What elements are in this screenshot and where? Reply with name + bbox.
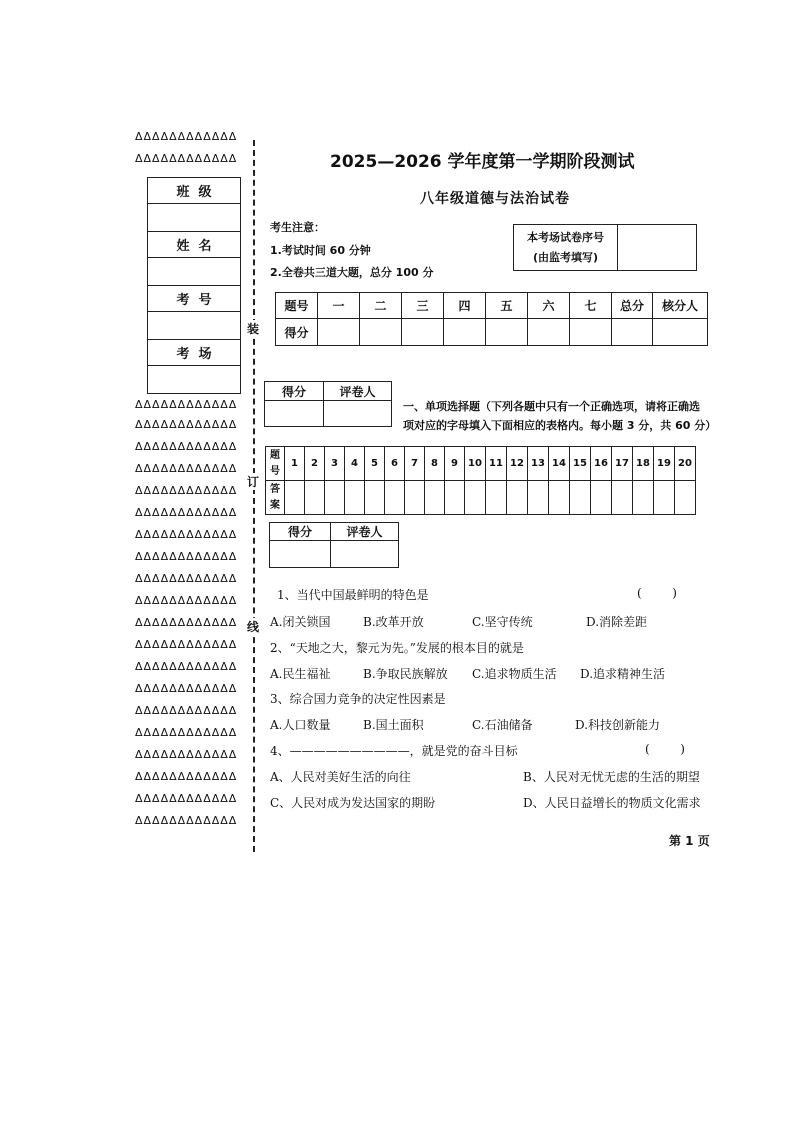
triangle-row: ΔΔΔΔΔΔΔΔΔΔΔΔ [135, 660, 238, 673]
question-number: 11 [486, 447, 507, 481]
triangle-row: ΔΔΔΔΔΔΔΔΔΔΔΔ [135, 814, 238, 827]
answer-cell[interactable] [325, 481, 345, 515]
answer-cell[interactable] [285, 481, 305, 515]
question-3-option-a[interactable]: A.人口数量 [270, 718, 331, 732]
binding-line [253, 140, 255, 852]
page-number: 第 1 页 [669, 834, 710, 848]
grader-name-label: 评卷人 [331, 523, 399, 541]
triangle-row: ΔΔΔΔΔΔΔΔΔΔΔΔ [135, 130, 238, 143]
question-2-option-a[interactable]: A.民生福祉 [270, 667, 331, 681]
question-1-answer-paren[interactable]: ( ) [637, 586, 677, 600]
name-label: 姓 名 [148, 232, 241, 258]
answer-row [266, 481, 696, 515]
question-4-option-c[interactable]: C、人民对成为发达国家的期盼 [270, 796, 436, 810]
question-1-option-c[interactable]: C.坚守传统 [472, 615, 533, 629]
answer-number-row [266, 447, 696, 481]
answer-label: 答案 [266, 481, 285, 515]
score-header: 总分 [612, 293, 653, 319]
triangle-row: ΔΔΔΔΔΔΔΔΔΔΔΔ [135, 398, 238, 411]
question-1-option-d[interactable]: D.消除差距 [586, 615, 648, 629]
score-cell[interactable] [444, 319, 486, 346]
question-number: 12 [507, 447, 528, 481]
score-table [275, 292, 708, 346]
answer-cell[interactable] [305, 481, 325, 515]
question-1-stem: 1、当代中国最鲜明的特色是 [277, 588, 429, 602]
exam-no-label: 考 号 [148, 286, 241, 312]
score-header: 三 [402, 293, 444, 319]
triangle-row: ΔΔΔΔΔΔΔΔΔΔΔΔ [135, 726, 238, 739]
question-number: 18 [633, 447, 654, 481]
answer-cell[interactable] [675, 481, 696, 515]
room-label: 考 场 [148, 340, 241, 366]
question-3-stem: 3、综合国力竞争的决定性因素是 [270, 692, 446, 706]
triangle-row: ΔΔΔΔΔΔΔΔΔΔΔΔ [135, 748, 238, 761]
question-number: 4 [345, 447, 365, 481]
triangle-row: ΔΔΔΔΔΔΔΔΔΔΔΔ [135, 550, 238, 563]
grader-name-field[interactable] [324, 401, 392, 427]
exam-no-field[interactable] [148, 312, 241, 340]
question-2-option-c[interactable]: C.追求物质生活 [472, 667, 557, 681]
exam-title: 2025—2026 学年度第一学期阶段测试 [330, 152, 635, 172]
question-number: 13 [528, 447, 549, 481]
score-cell[interactable] [402, 319, 444, 346]
question-number: 6 [385, 447, 405, 481]
triangle-row: ΔΔΔΔΔΔΔΔΔΔΔΔ [135, 462, 238, 475]
answer-cell[interactable] [345, 481, 365, 515]
notice-heading: 考生注意： [270, 221, 325, 234]
score-header: 六 [528, 293, 570, 319]
student-info-box [147, 177, 241, 394]
grader-score-label: 得分 [265, 382, 324, 401]
name-field[interactable] [148, 258, 241, 286]
answer-cell[interactable] [445, 481, 465, 515]
question-3-option-c[interactable]: C.石油储备 [472, 718, 533, 732]
section1-instruction-1: 一、单项选择题（下列各题中只有一个正确选项，请将正确选 [403, 400, 700, 413]
question-number: 15 [570, 447, 591, 481]
score-cell[interactable] [318, 319, 360, 346]
triangle-row: ΔΔΔΔΔΔΔΔΔΔΔΔ [135, 418, 238, 431]
seat-number-box [513, 224, 697, 271]
answer-cell[interactable] [465, 481, 486, 515]
seat-number-field[interactable] [618, 225, 697, 271]
score-row-label: 得分 [276, 319, 318, 346]
question-1-option-b[interactable]: B.改革开放 [363, 615, 424, 629]
question-4-answer-paren[interactable]: ( ) [645, 742, 685, 756]
notice-item-1: 1.考试时间 60 分钟 [270, 244, 371, 257]
triangle-row: ΔΔΔΔΔΔΔΔΔΔΔΔ [135, 152, 238, 165]
grader-score-field[interactable] [270, 541, 331, 568]
answer-cell[interactable] [486, 481, 507, 515]
exam-subtitle: 八年级道德与法治试卷 [420, 191, 570, 207]
class-label: 班 级 [148, 178, 241, 204]
question-number: 5 [365, 447, 385, 481]
seat-label-line2: (由监考填写) [532, 250, 599, 264]
score-header: 题号 [276, 293, 318, 319]
answer-cell[interactable] [654, 481, 675, 515]
question-1-option-a[interactable]: A.闭关锁国 [270, 615, 331, 629]
score-cell[interactable] [612, 319, 653, 346]
answer-cell[interactable] [528, 481, 549, 515]
answer-cell[interactable] [549, 481, 570, 515]
score-header: 一 [318, 293, 360, 319]
score-header: 七 [570, 293, 612, 319]
answer-number-label: 题号 [266, 447, 285, 481]
room-field[interactable] [148, 366, 241, 394]
grader-box-2 [269, 522, 399, 568]
triangle-row: ΔΔΔΔΔΔΔΔΔΔΔΔ [135, 704, 238, 717]
question-number: 2 [305, 447, 325, 481]
answer-cell[interactable] [570, 481, 591, 515]
triangle-row: ΔΔΔΔΔΔΔΔΔΔΔΔ [135, 484, 238, 497]
triangle-row: ΔΔΔΔΔΔΔΔΔΔΔΔ [135, 770, 238, 783]
triangle-row: ΔΔΔΔΔΔΔΔΔΔΔΔ [135, 572, 238, 585]
question-2-option-d[interactable]: D.追求精神生活 [580, 667, 666, 681]
triangle-row: ΔΔΔΔΔΔΔΔΔΔΔΔ [135, 594, 238, 607]
answer-cell[interactable] [405, 481, 425, 515]
answer-cell[interactable] [612, 481, 633, 515]
triangle-row: ΔΔΔΔΔΔΔΔΔΔΔΔ [135, 638, 238, 651]
question-number: 9 [445, 447, 465, 481]
question-number: 7 [405, 447, 425, 481]
question-3-option-b[interactable]: B.国土面积 [363, 718, 424, 732]
question-number: 17 [612, 447, 633, 481]
seat-number-label [514, 225, 618, 271]
question-number: 19 [654, 447, 675, 481]
question-2-option-b[interactable]: B.争取民族解放 [363, 667, 448, 681]
question-3-option-d[interactable]: D.科技创新能力 [575, 718, 661, 732]
score-header: 二 [360, 293, 402, 319]
triangle-row: ΔΔΔΔΔΔΔΔΔΔΔΔ [135, 682, 238, 695]
seat-label-line1: 本考场试卷序号 [527, 230, 604, 244]
score-header: 五 [486, 293, 528, 319]
question-number: 20 [675, 447, 696, 481]
triangle-row: ΔΔΔΔΔΔΔΔΔΔΔΔ [135, 792, 238, 805]
score-cell[interactable] [360, 319, 402, 346]
question-number: 1 [285, 447, 305, 481]
class-field[interactable] [148, 204, 241, 232]
binding-char-xian: 线 [247, 620, 260, 634]
question-2-stem: 2、“天地之大，黎元为先。”发展的根本目的就是 [270, 641, 524, 655]
answer-cell[interactable] [507, 481, 528, 515]
question-number: 14 [549, 447, 570, 481]
score-cell[interactable] [570, 319, 612, 346]
answer-cell[interactable] [633, 481, 654, 515]
answer-table [265, 446, 696, 515]
grader-name-field[interactable] [331, 541, 399, 568]
section1-instruction-2: 项对应的字母填入下面相应的表格内。每小题 3 分，共 60 分） [403, 419, 717, 432]
question-number: 16 [591, 447, 612, 481]
score-header: 核分人 [653, 293, 708, 319]
answer-cell[interactable] [365, 481, 385, 515]
score-header: 四 [444, 293, 486, 319]
grader-box-1 [264, 381, 392, 427]
triangle-row: ΔΔΔΔΔΔΔΔΔΔΔΔ [135, 440, 238, 453]
score-cell[interactable] [653, 319, 708, 346]
question-4-option-a[interactable]: A、人民对美好生活的向往 [270, 770, 411, 784]
triangle-row: ΔΔΔΔΔΔΔΔΔΔΔΔ [135, 506, 238, 519]
question-4-option-d[interactable]: D、人民日益增长的物质文化需求 [523, 796, 701, 810]
answer-cell[interactable] [591, 481, 612, 515]
question-4-option-b[interactable]: B、人民对无忧无虑的生活的期望 [523, 770, 700, 784]
grader-score-field[interactable] [265, 401, 324, 427]
grader-name-label: 评卷人 [324, 382, 392, 401]
triangle-row: ΔΔΔΔΔΔΔΔΔΔΔΔ [135, 616, 238, 629]
answer-cell[interactable] [385, 481, 405, 515]
binding-char-zhuang: 装 [247, 322, 260, 336]
binding-char-ding: 订 [247, 475, 260, 489]
question-number: 10 [465, 447, 486, 481]
score-cell[interactable] [486, 319, 528, 346]
grader-score-label: 得分 [270, 523, 331, 541]
score-cell[interactable] [528, 319, 570, 346]
question-number: 8 [425, 447, 445, 481]
triangle-row: ΔΔΔΔΔΔΔΔΔΔΔΔ [135, 528, 238, 541]
question-number: 3 [325, 447, 345, 481]
question-4-stem: 4、——————————，就是党的奋斗目标 [270, 744, 518, 758]
answer-cell[interactable] [425, 481, 445, 515]
notice-item-2: 2.全卷共三道大题，总分 100 分 [270, 266, 434, 279]
